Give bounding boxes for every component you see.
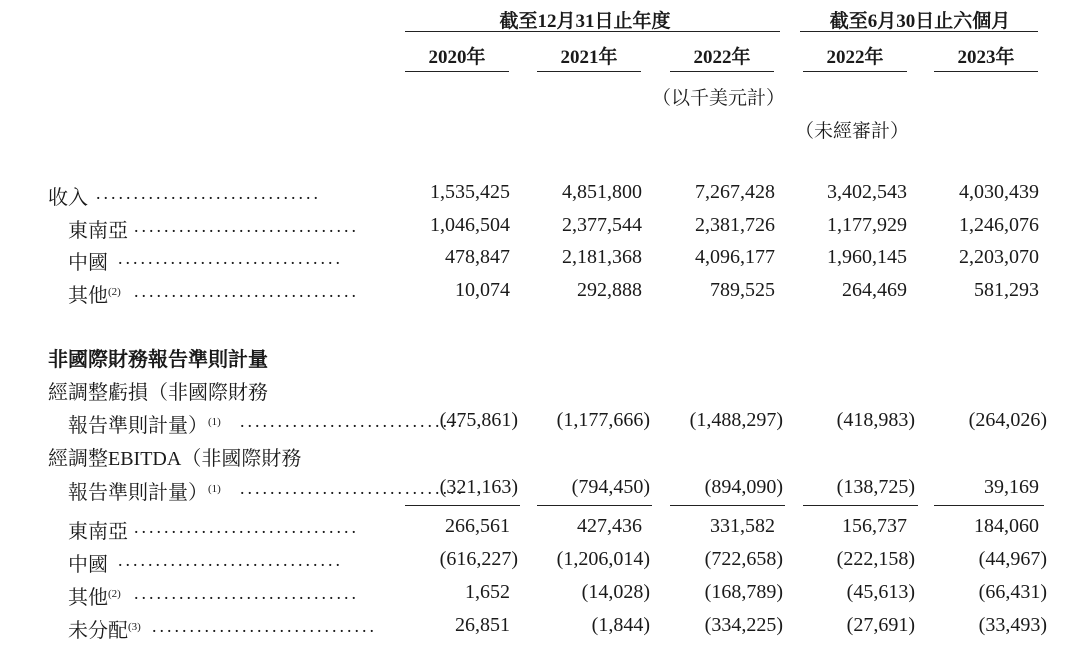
row-label-rev-sea: 東南亞: [68, 220, 128, 242]
total-rule: [803, 505, 918, 506]
label-text: 報告準則計量）: [68, 482, 208, 504]
row-label-adj-loss-line1: 經調整虧損（非國際財務: [48, 382, 268, 404]
cell-rev-sea-2022: 2,381,726: [695, 214, 775, 236]
row-label-adj-ebitda-line2: [68, 476, 221, 505]
cell-rev-sea-2022h1: 1,177,929: [827, 214, 907, 236]
row-label-adj-ebitda-line1: 經調整EBITDA（非國際財務: [48, 448, 302, 470]
cell-adj-ebitda-2023h1: 39,169: [984, 476, 1039, 498]
leader-dots: ..............................: [118, 550, 343, 570]
section-title-non-ifrs: 非國際財務報告準則計量: [48, 349, 268, 371]
col-year-2020: 2020年: [428, 47, 486, 68]
leader-dots: ..............................: [96, 183, 321, 203]
cell-ebitda-unalloc-2023h1: (33,493): [978, 614, 1047, 636]
cell-adj-loss-2021: (1,177,666): [556, 409, 650, 431]
cell-revenue-2023h1: 4,030,439: [959, 181, 1039, 203]
cell-ebitda-other-2022: (168,789): [704, 581, 783, 603]
total-rule: [537, 505, 652, 506]
leader-dots: ..............................: [240, 478, 465, 498]
row-label-rev-other: [68, 279, 121, 308]
row-label-rev-china: 中國: [68, 252, 108, 274]
leader-dots: ..............................: [152, 616, 377, 636]
row-label-revenue: 收入: [48, 187, 88, 209]
cell-revenue-2022: 7,267,428: [695, 181, 775, 203]
cell-rev-sea-2023h1: 1,246,076: [959, 214, 1039, 236]
row-label-ebitda-other: [68, 581, 121, 610]
cell-ebitda-sea-2021: 427,436: [577, 515, 642, 537]
label-text: 其他: [68, 285, 108, 307]
header-six-months: 截至6月30日止六個月: [829, 11, 1011, 32]
cell-rev-other-2020: 10,074: [455, 279, 510, 301]
cell-adj-ebitda-2021: (794,450): [571, 476, 650, 498]
cell-rev-china-2022h1: 1,960,145: [827, 246, 907, 268]
label-text: 其他: [68, 587, 108, 609]
cell-adj-ebitda-2022: (894,090): [704, 476, 783, 498]
leader-dots: ..............................: [134, 517, 359, 537]
leader-dots: ..............................: [134, 281, 359, 301]
label-text: 報告準則計量）: [68, 415, 208, 437]
cell-revenue-2021: 4,851,800: [562, 181, 642, 203]
col-rule-2022-h1: [803, 71, 907, 72]
col-year-2021: 2021年: [560, 47, 618, 68]
cell-adj-loss-2020: (475,861): [439, 409, 518, 431]
cell-ebitda-other-2022h1: (45,613): [846, 581, 915, 603]
footnote-ref: (3): [128, 621, 141, 633]
cell-ebitda-china-2022: (722,658): [704, 548, 783, 570]
col-year-2022: 2022年: [693, 47, 751, 68]
leader-dots: ..............................: [134, 583, 359, 603]
leader-dots: ..............................: [134, 216, 359, 236]
leader-dots: ..............................: [240, 411, 465, 431]
header-rule-half: [800, 31, 1038, 32]
cell-ebitda-china-2023h1: (44,967): [978, 548, 1047, 570]
cell-revenue-2022h1: 3,402,543: [827, 181, 907, 203]
cell-ebitda-other-2020: 1,652: [465, 581, 510, 603]
row-label-adj-loss-line2: [68, 409, 221, 438]
header-rule-year: [405, 31, 780, 32]
row-label-ebitda-china: 中國: [68, 554, 108, 576]
footnote-ref: (1): [208, 483, 221, 495]
cell-ebitda-unalloc-2020: 26,851: [455, 614, 510, 636]
cell-rev-china-2020: 478,847: [445, 246, 510, 268]
cell-ebitda-other-2021: (14,028): [581, 581, 650, 603]
footnote-ref: (2): [108, 286, 121, 298]
cell-rev-china-2023h1: 2,203,070: [959, 246, 1039, 268]
cell-revenue-2020: 1,535,425: [430, 181, 510, 203]
cell-ebitda-sea-2022: 331,582: [710, 515, 775, 537]
col-rule-2021: [537, 71, 641, 72]
cell-rev-other-2022h1: 264,469: [842, 279, 907, 301]
col-rule-2020: [405, 71, 509, 72]
row-label-ebitda-unalloc: [68, 614, 141, 643]
cell-rev-china-2022: 4,096,177: [695, 246, 775, 268]
unit-note: （以千美元計）: [652, 88, 786, 109]
cell-adj-loss-2022h1: (418,983): [836, 409, 915, 431]
cell-rev-sea-2021: 2,377,544: [562, 214, 642, 236]
cell-ebitda-sea-2023h1: 184,060: [974, 515, 1039, 537]
leader-dots: ..............................: [118, 248, 343, 268]
cell-rev-sea-2020: 1,046,504: [430, 214, 510, 236]
cell-ebitda-china-2020: (616,227): [439, 548, 518, 570]
cell-rev-other-2021: 292,888: [577, 279, 642, 301]
label-text: 未分配: [68, 620, 128, 642]
cell-ebitda-unalloc-2021: (1,844): [591, 614, 650, 636]
col-rule-2023-h1: [934, 71, 1038, 72]
cell-rev-china-2021: 2,181,368: [562, 246, 642, 268]
cell-adj-loss-2023h1: (264,026): [968, 409, 1047, 431]
cell-ebitda-unalloc-2022: (334,225): [704, 614, 783, 636]
cell-adj-ebitda-2020: (321,163): [439, 476, 518, 498]
total-rule: [934, 505, 1044, 506]
total-rule: [670, 505, 785, 506]
cell-ebitda-unalloc-2022h1: (27,691): [846, 614, 915, 636]
cell-adj-loss-2022: (1,488,297): [689, 409, 783, 431]
cell-ebitda-sea-2022h1: 156,737: [842, 515, 907, 537]
total-rule: [405, 505, 520, 506]
header-year-ended: 截至12月31日止年度: [499, 11, 671, 32]
cell-ebitda-other-2023h1: (66,431): [978, 581, 1047, 603]
footnote-ref: (1): [208, 416, 221, 428]
cell-rev-other-2023h1: 581,293: [974, 279, 1039, 301]
col-year-2022-h1: 2022年: [826, 47, 884, 68]
cell-ebitda-sea-2020: 266,561: [445, 515, 510, 537]
col-year-2023-h1: 2023年: [957, 47, 1015, 68]
cell-ebitda-china-2022h1: (222,158): [836, 548, 915, 570]
cell-adj-ebitda-2022h1: (138,725): [836, 476, 915, 498]
footnote-ref: (2): [108, 588, 121, 600]
col-rule-2022: [670, 71, 774, 72]
cell-ebitda-china-2021: (1,206,014): [556, 548, 650, 570]
cell-rev-other-2022: 789,525: [710, 279, 775, 301]
unaudited-note: （未經審計）: [795, 121, 910, 142]
row-label-ebitda-sea: 東南亞: [68, 521, 128, 543]
